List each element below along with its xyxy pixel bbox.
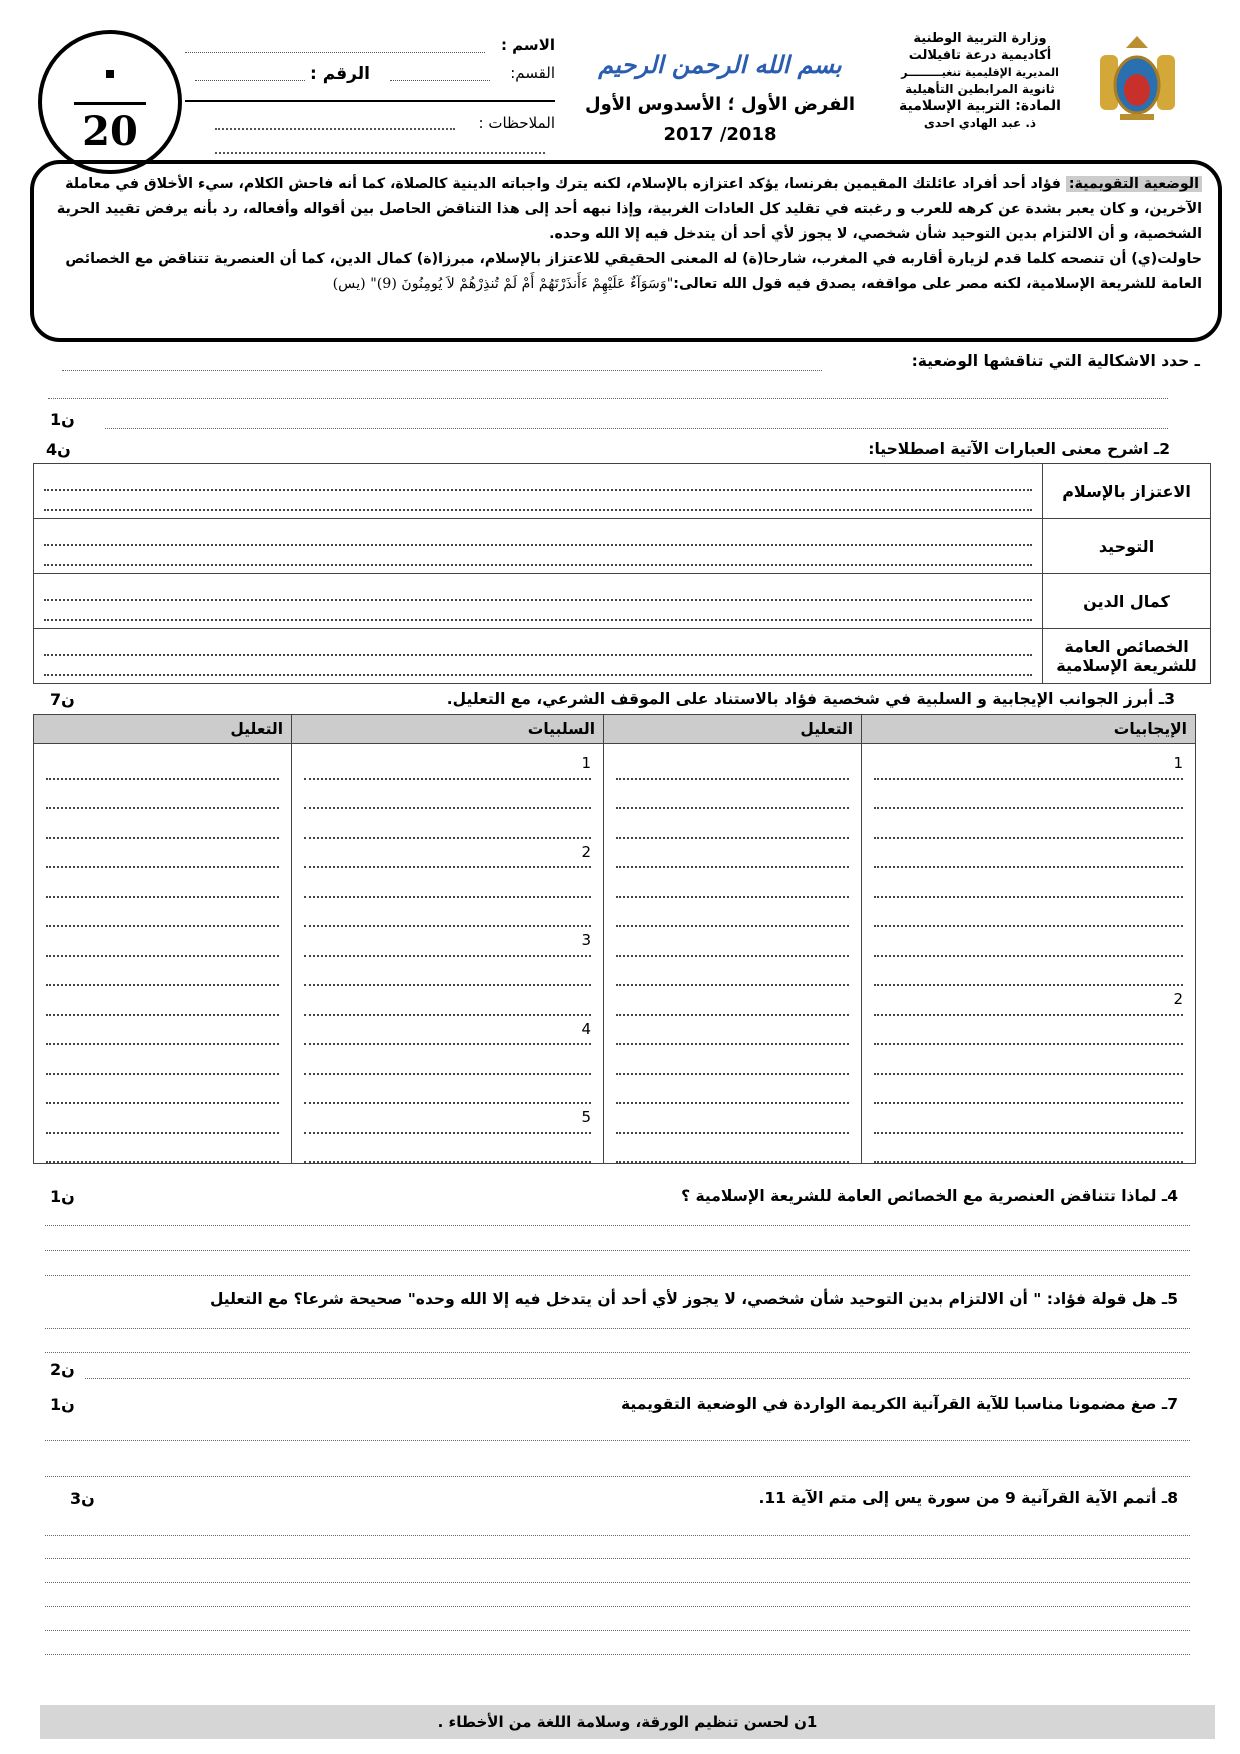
answer-line[interactable] [46,1134,279,1164]
term-row [34,574,1211,629]
answer-line[interactable] [45,1250,1190,1251]
academy-name: أكاديمية درعة تافيلالت [908,48,1052,63]
points-q7: 1ن [50,1395,75,1414]
item-number: 4 [581,1019,592,1038]
school-name: ثانوية المرابطين التأهيلية [905,82,1055,96]
answer-line[interactable] [616,780,849,810]
name-label: الاسم : [500,36,555,54]
answer-line[interactable] [616,1104,849,1134]
answer-line[interactable] [46,839,279,869]
answer-line[interactable] [45,1328,1190,1329]
answer-line[interactable] [616,839,849,869]
answer-line[interactable] [46,957,279,987]
fraction-bar [74,102,146,105]
answer-line[interactable] [616,927,849,957]
answer-line[interactable] [48,398,1168,399]
answer-line[interactable] [46,868,279,898]
answer-line[interactable] [874,1016,1183,1046]
term-label: الخصائص العامة للشريعة الإسلامية [1043,629,1211,684]
term-row [34,464,1211,519]
points-q4: 1ن [50,1187,75,1206]
answer-line[interactable] [46,1104,279,1134]
answer-line[interactable] [45,1440,1190,1441]
answer-line[interactable] [304,927,591,957]
answer-line[interactable] [45,1476,1190,1477]
answer-line[interactable] [46,927,279,957]
number-blank [195,80,305,81]
answer-line[interactable] [874,957,1183,987]
answer-line[interactable] [304,750,591,780]
term-label: كمال الدين [1043,574,1211,629]
score-placeholder [106,70,114,78]
answer-line[interactable] [44,656,1032,676]
notes-blank [215,152,545,154]
answer-line[interactable] [45,1630,1190,1631]
answer-line[interactable] [44,526,1032,546]
answer-line[interactable] [45,1225,1190,1226]
question-1: ـ حدد الاشكالية التي تناقشها الوضعية: [911,352,1200,370]
moroccan-emblem-icon [1090,30,1185,125]
answer-line[interactable] [46,780,279,810]
question-8: 8ـ أتمم الآية القرآنية 9 من سورة يس إلى متم الآية 11. [758,1489,1178,1507]
item-number: 3 [581,931,592,949]
answer-line[interactable] [304,986,591,1016]
answer-line[interactable] [44,471,1032,491]
answer-line[interactable] [874,809,1183,839]
term-label: الاعتزاز بالإسلام [1043,464,1211,519]
points-q2: 4ن [46,440,71,459]
answer-line[interactable] [874,1134,1183,1164]
answer-line[interactable] [304,839,591,869]
answer-line[interactable] [44,636,1032,656]
answer-line[interactable] [304,1104,591,1134]
question-2: 2ـ اشرح معنى العبارات الآتية اصطلاحيا: [868,440,1170,458]
answer-line[interactable] [616,1045,849,1075]
analysis-table [33,714,1196,1164]
item-number: 1 [1173,754,1183,772]
header-divider [185,100,555,102]
column-header: الإيجابيات [862,715,1196,744]
answer-line[interactable] [874,750,1183,780]
notes-blank [215,128,455,130]
item-number: 2 [1173,990,1183,1008]
term-row [34,629,1211,684]
points-q1: 1ن [50,410,75,429]
answer-line[interactable] [304,780,591,810]
answer-line[interactable] [304,898,591,928]
question-7: 7ـ صغ مضمونا مناسبا للآية القرآنية الكريمة الواردة في الوضعية التقويمية [621,1395,1178,1413]
answer-line[interactable] [46,986,279,1016]
answer-line[interactable] [44,581,1032,601]
notes-label: الملاحظات : [478,114,555,132]
answer-line[interactable] [874,1075,1183,1105]
answer-line[interactable] [46,898,279,928]
answer-line[interactable] [874,839,1183,869]
answer-line[interactable] [874,927,1183,957]
notes-field[interactable] [185,114,555,132]
situation-label: الوضعية التقويمية: [1066,176,1202,192]
item-number: 5 [581,1108,592,1126]
item-number: 2 [581,842,592,861]
answer-line[interactable] [46,750,279,780]
answer-line[interactable] [616,1075,849,1105]
class-number-field[interactable] [185,64,555,86]
points-q3: 7ن [50,690,75,709]
answer-line[interactable] [44,546,1032,566]
term-answer[interactable] [34,519,1043,574]
column-header: التعليل [34,715,292,744]
item-number: 1 [581,754,592,772]
answer-line[interactable] [616,986,849,1016]
answer-line[interactable] [45,1606,1190,1607]
answer-column[interactable] [292,744,604,1164]
answer-column[interactable] [604,744,862,1164]
quran-verse: "وَسَوَآءٌ عَلَيْهِمْ ءَأَنذَرْتَهُمْ أَمْ لَمْ تُنذِرْهُمْ لاَ يُومِنُونَ (9)" (يس) [332,276,674,292]
answer-line[interactable] [45,1535,1190,1536]
situation-text: فؤاد أحد أفراد عائلتك المقيمين بفرنسا، يؤكد اعتزازه بالإسلام، لكنه يترك واجباته الدينية كالصلاة، كما أنه فاحش الكلام، سيء الأخلاق في معاملة الآخرين، و كان يعبر بشدة عن كرهه للعرب و رغبته في تقليد كل العادات الغربية، وإذا نبهه أحد إلى هذا التناقض الحاصل بين أقواله وأفعاله، رد بأنه يرفض تقييد الحرية الشخصية، و أن الالتزام بدين التوحيد شأن شخصي، لا يجوز لأي أحد أن يتدخل فيه إلا الله وحده. [56,176,1202,242]
question-5: 5ـ هل قولة فؤاد: " أن الالتزام بدين التوحيد شأن شخصي، لا يجوز لأي أحد أن يتدخل فيه إلا الله وحده" صحيحة شرعا؟ مع التعليل [209,1290,1178,1308]
footer-note: 1ن لحسن تنظيم الورقة، وسلامة اللغة من الأخطاء . [40,1705,1215,1739]
directorate-name: المديرية الإقليمية تنغيـــــــــر [901,66,1059,79]
question-3: 3ـ أبرز الجوانب الإيجابية و السلبية في شخصية فؤاد بالاستناد على الموقف الشرعي، مع التعليل. [446,690,1175,708]
answer-line[interactable] [45,1582,1190,1583]
ministry-block [880,30,1080,132]
points-q8: 3ن [70,1489,95,1508]
answer-line[interactable] [304,1075,591,1105]
answer-line[interactable] [304,868,591,898]
answer-line[interactable] [616,1016,849,1046]
answer-line[interactable] [874,986,1183,1016]
term-answer[interactable] [34,629,1043,684]
basmala-calligraphy: بسم الله الرحمن الرحيم [598,50,842,79]
answer-line[interactable] [616,868,849,898]
answer-line[interactable] [46,1045,279,1075]
answer-line[interactable] [304,1016,591,1046]
answer-line[interactable] [874,780,1183,810]
score-denominator: 20 [82,108,138,155]
answer-line[interactable] [616,809,849,839]
answer-line[interactable] [304,1045,591,1075]
answer-line[interactable] [45,1558,1190,1559]
answer-line[interactable] [616,898,849,928]
name-blank [185,52,485,53]
exam-title: الفرض الأول ؛ الأسدوس الأول [584,94,856,115]
answer-line[interactable] [46,1016,279,1046]
name-field[interactable] [185,36,555,54]
answer-line[interactable] [304,957,591,987]
answer-line[interactable] [85,1378,1190,1379]
answer-line[interactable] [874,1104,1183,1134]
answer-line[interactable] [45,1654,1190,1655]
answer-column[interactable] [862,744,1196,1164]
question-4: 4ـ لماذا تتناقض العنصرية مع الخصائص العامة للشريعة الإسلامية ؟ [681,1187,1178,1205]
answer-line[interactable] [304,1134,591,1164]
number-label: الرقم : [310,64,370,84]
school-year: 2017 /2018 [663,124,777,145]
points-q5: 2ن [50,1360,75,1379]
term-answer[interactable] [34,464,1043,519]
answer-line[interactable] [616,1134,849,1164]
answer-line[interactable] [44,491,1032,511]
class-label: القسم: [510,64,555,82]
column-header: التعليل [604,715,862,744]
terms-table [33,463,1211,684]
teacher-name: ذ. عبد الهادي احدى [923,116,1037,130]
answer-line[interactable] [45,1275,1190,1276]
term-label: التوحيد [1043,519,1211,574]
term-answer[interactable] [34,574,1043,629]
answer-line[interactable] [44,601,1032,621]
evaluation-situation [30,160,1222,342]
class-blank [390,80,490,81]
answer-column[interactable] [34,744,292,1164]
answer-line[interactable] [46,809,279,839]
column-header: السلبيات [292,715,604,744]
answer-line[interactable] [105,428,1168,429]
answer-line[interactable] [46,1075,279,1105]
answer-line[interactable] [616,750,849,780]
answer-line[interactable] [62,370,822,371]
answer-line[interactable] [45,1352,1190,1353]
situation-text-2: حاولت(ي) أن تنصحه كلما قدم لزيارة أقاربه في المغرب، شارحا(ة) له المعنى الحقيقي للاعتزاز بالإسلام، مبرزا(ة) كمال الدين، كما أن العنصرية تتناقض مع الخصائص العامة للشريعة الإسلامية، لكنه مصر على مواقفه، يصدق فيه قول الله تعالى: [65,251,1202,292]
answer-line[interactable] [874,1045,1183,1075]
answer-line[interactable] [874,868,1183,898]
answer-line[interactable] [616,957,849,987]
subject: المادة: التربية الإسلامية [899,98,1061,114]
answer-line[interactable] [304,809,591,839]
score-circle [38,30,182,174]
ministry-name: وزارة التربية الوطنية [913,31,1047,46]
term-row [34,519,1211,574]
answer-line[interactable] [874,898,1183,928]
